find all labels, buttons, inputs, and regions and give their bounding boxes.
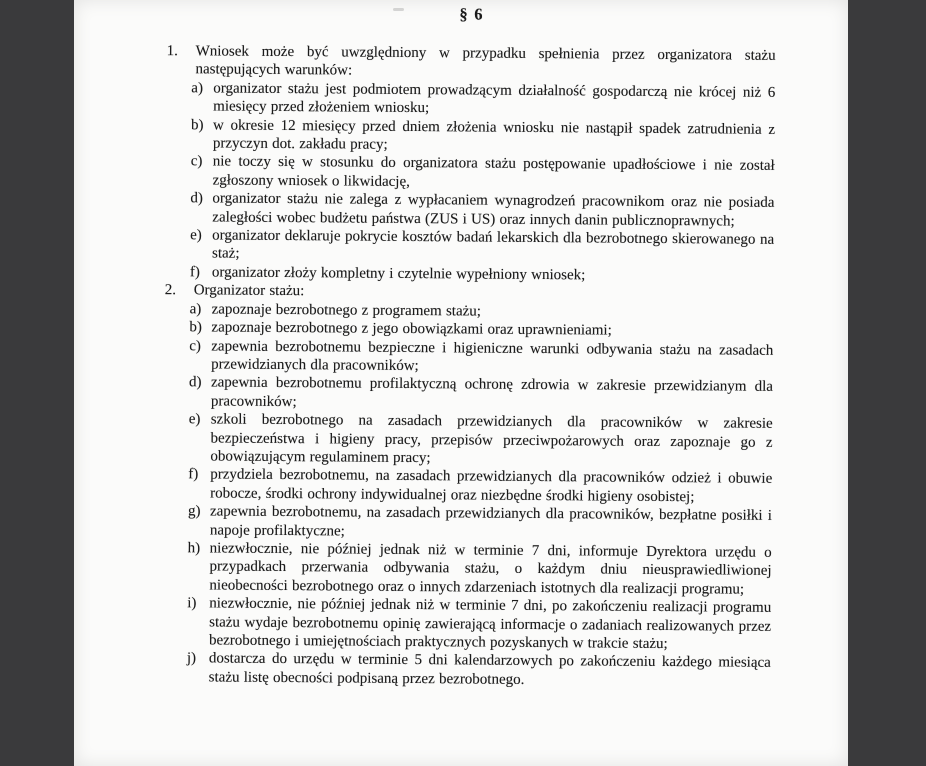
sub-item-text: zapewnia bezrobotnemu bezpieczne i higieniczne warunki odbywania stażu na zasadach przewidzianych dla pracowników; bbox=[211, 337, 774, 374]
list-item-body bbox=[189, 42, 776, 286]
list-item bbox=[165, 42, 776, 286]
sub-list-item bbox=[188, 410, 772, 470]
section-heading: § 6 bbox=[459, 4, 484, 24]
sub-list-item bbox=[188, 502, 772, 543]
sub-list-item bbox=[191, 79, 775, 120]
sub-list-item bbox=[191, 116, 775, 157]
document-content bbox=[162, 2, 776, 691]
sub-item-label: g) bbox=[187, 503, 201, 520]
list-item-text: Organizator stażu: bbox=[193, 282, 305, 300]
sub-item-text: zapoznaje bezrobotnego z programem stażu; bbox=[211, 301, 482, 320]
sub-item-text: niezwłocznie, nie później jednak niż w terminie 7 dni, informuje Dyrektora urzędu o przypadkach przerwania odbywania stażu, o każdym dniu nieusprawiedliwionej nieobecności bezrobotnego oraz o innych zdarzeniach istotnych dla realizacji programu; bbox=[209, 540, 772, 598]
sub-list-item bbox=[187, 539, 771, 599]
sub-item-text: organizator deklaruje pokrycie kosztów badań lekarskich dla bezrobotnego skierowanego na staż; bbox=[211, 227, 775, 263]
list-item-body bbox=[186, 282, 774, 691]
sub-list-item bbox=[188, 466, 772, 507]
sub-item-text: w okresie 12 miesięcy przed dniem złożenia wniosku nie nastąpił spadek zatrudnienia z przyczyn dot. zakładu pracy; bbox=[212, 117, 776, 153]
list-item-number: 1. bbox=[166, 43, 178, 60]
sub-item-text: szkoli bezrobotnego na zasadach przewidzianych dla pracowników w zakresie bezpieczeństwa i higieny pracy, przepisów przeciwpożarowych oraz zapoznaje go z obowiązującym regulaminem pracy; bbox=[210, 411, 773, 467]
sub-item-label: d) bbox=[188, 374, 202, 391]
sub-item-text: przydziela bezrobotnemu, na zasadach przewidzianych dla pracowników odzież i obuwie robocze, środki ochrony indywidualnej oraz niezbędne środki higieny osobistej; bbox=[210, 466, 773, 505]
sub-list-item bbox=[190, 226, 774, 267]
sub-list bbox=[187, 300, 774, 691]
sub-item-label: c) bbox=[189, 337, 202, 354]
sub-item-label: b) bbox=[190, 116, 204, 134]
sub-item-label: j) bbox=[186, 650, 197, 667]
sub-list-item bbox=[189, 337, 773, 378]
sub-item-label: h) bbox=[187, 540, 201, 557]
sub-list-item bbox=[187, 594, 771, 654]
sub-item-text: nie toczy się w stosunku do organizatora stażu postępowanie upadłościowe i nie został zgłoszony wniosek o likwidację, bbox=[212, 153, 775, 190]
document-page bbox=[74, 0, 848, 766]
list-item-text: Wniosek może być uwzględniony w przypadku spełnienia przez organizatora stażu następujących warunków: bbox=[195, 43, 776, 79]
sub-item-label: e) bbox=[190, 227, 202, 244]
sub-item-label: b) bbox=[189, 319, 203, 336]
main-list bbox=[162, 42, 776, 691]
sub-list-item bbox=[187, 650, 771, 691]
sub-item-text: zapoznaje bezrobotnego z jego obowiązkami oraz uprawnieniami; bbox=[211, 319, 612, 339]
list-item bbox=[162, 281, 774, 691]
sub-item-label: f) bbox=[189, 264, 200, 281]
list-item-number: 2. bbox=[164, 282, 177, 299]
sub-item-text: organizator złoży kompletny i czytelnie wypełniony wniosek; bbox=[211, 264, 586, 284]
sub-item-label: a) bbox=[191, 80, 204, 97]
sub-item-text: dostarcza do urzędu w terminie 5 dni kalendarzowych po zakończeniu każdego miesiąca stażu listę obecności podpisaną przez bezrobotnego. bbox=[208, 650, 771, 688]
sub-item-label: e) bbox=[188, 411, 201, 428]
sub-item-text: organizator stażu jest podmiotem prowadzącym działalność gospodarczą nie krócej niż 6 miesięcy przed złożeniem wniosku; bbox=[213, 80, 776, 117]
sub-item-label: d) bbox=[190, 190, 204, 207]
sub-list bbox=[190, 79, 776, 286]
sub-item-label: a) bbox=[189, 300, 202, 318]
sub-item-text: organizator stażu nie zalega z wypłacaniem wynagrodzeń pracownikom oraz nie posiada zaległości wobec budżetu państwa (ZUS i US) oraz innych danin publicznoprawnych; bbox=[212, 190, 775, 230]
sub-item-text: zapewnia bezrobotnemu, na zasadach przewidzianych dla pracowników, bezpłatne posiłki i napoje profilaktyczne; bbox=[209, 503, 773, 540]
sub-item-text: niezwłocznie, nie później jednak niż w terminie 7 dni, po zakończeniu realizacji programu stażu wydaje bezrobotnemu opinię zawierającą informacje o zadaniach realizowanych przez bezrobotnego i umiejętnościach praktycznych pozyskanych w trakcie stażu; bbox=[208, 595, 772, 653]
sub-item-text: zapewnia bezrobotnemu profilaktyczną ochronę zdrowia w zakresie przewidzianym dla pracowników; bbox=[210, 374, 774, 410]
sub-list-item bbox=[190, 190, 774, 231]
sub-list-item bbox=[189, 374, 773, 415]
sub-item-label: c) bbox=[190, 153, 203, 170]
sub-item-label: i) bbox=[187, 595, 197, 612]
sub-list-item bbox=[191, 153, 775, 194]
sub-item-label: f) bbox=[188, 466, 199, 483]
